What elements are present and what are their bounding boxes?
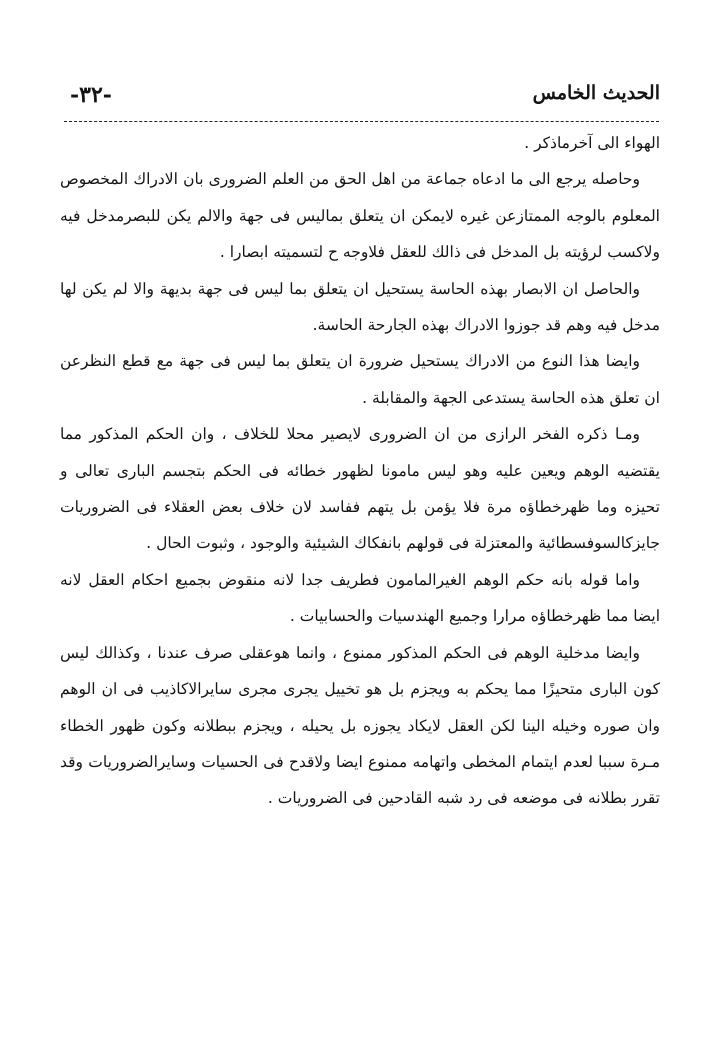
page-number: -٣٢- bbox=[70, 82, 112, 108]
page-header bbox=[70, 82, 660, 116]
paragraph: واما قوله بانه حكم الوهم الغيرالمامون فطريف جدا لانه منقوض بجميع احكام العقل لانه ايضا مما ظهرخطاؤه مرارا وجميع الهندسيات والحسابيات . bbox=[60, 570, 660, 626]
paragraph: وايضا مدخلية الوهم فى الحكم المذكور ممنوع ، وانما هوعقلى صرف عندنا ، وكذالك ليس كون البارى متحيزًا مما يحكم به ويجزم بل هو تخييل يجرى مجرى سايرالاكاذيب فى ان الوهم وان صوره وخيله الينا لكن العقل لايكاد يجوزه بل يحيله ، ويجزم ببطلانه وكون ظهور الخطاء مـرة سببا لعدم ايتمام المخطى واتهامه ممنوع ايضا ولاقدح فى الحسيات وسايرالضروريات وقد تقرر بطلانه فى موضعه فى رد شبه القادحين فى الضروريات . bbox=[60, 643, 660, 808]
paragraph: وايضا هذا النوع من الادراك يستحيل ضرورة ان يتعلق بما ليس فى جهة مع قطع النظرعن ان تعلق هذه الحاسة يستدعى الجهة والمقابلة . bbox=[60, 352, 660, 407]
running-title: الحديث الخامس bbox=[532, 82, 660, 104]
paragraph: ومـا ذكره الفخر الرازى من ان الضرورى لايصير محلا للخلاف ، وان الحكم المذكور مما يقتضيه الوهم ويعين عليه وهو ليس مامونا لظهور خطائه فى الحكم بتجسم البارى تعالى و تحيزه وما ظهرخطاؤه مرة فلا يؤمن بل يتهم ففاسد لان خلاف بعض العقلاء فى الضروريات جايزكالسوفسطائية والمعتزلة فى قولهم بانفكاك الشيئية والوجود ، وثبوت الحال . bbox=[60, 425, 660, 553]
body-text bbox=[60, 125, 660, 817]
header-divider bbox=[64, 121, 659, 122]
paragraph: والحاصل ان الابصار بهذه الحاسة يستحيل ان يتعلق بما ليس فى جهة بديهة والا لم يكن لها مدخل فيه وهم قد جوزوا الادراك بهذه الجارحة الحاسة. bbox=[60, 279, 660, 335]
paragraph: الهواء الى آخرماذكر . bbox=[524, 134, 660, 152]
paragraph: وحاصله يرجع الى ما ادعاه جماعة من اهل الحق من العلم الضرورى بان الادراك المخصوص المعلوم بالوجه الممتازعن غيره لايمكن ان يتعلق بماليس فى جهة والالم يكن للبصرمدخل فيه ولاكسب لرؤيته بل المدخل فى ذالك للعقل فلاوجه ح لتسميته ابصارا . bbox=[60, 170, 660, 262]
